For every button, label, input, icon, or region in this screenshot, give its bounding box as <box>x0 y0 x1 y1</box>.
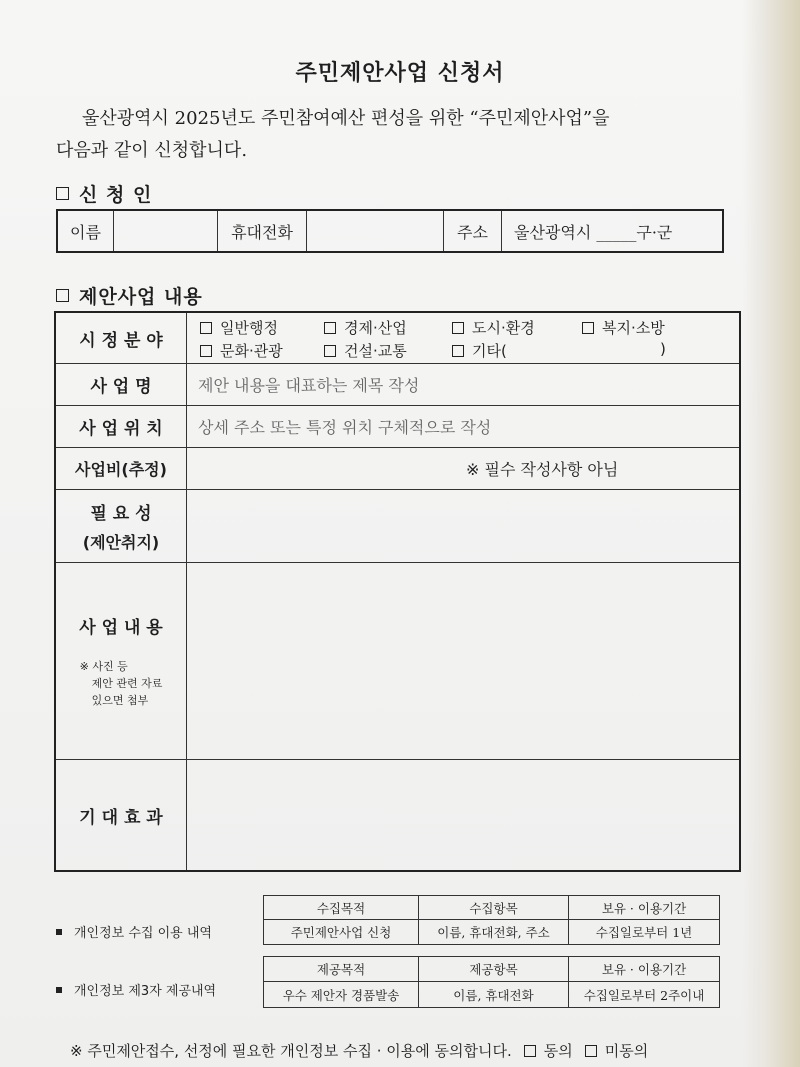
effect-row <box>56 760 739 870</box>
content-row <box>56 563 739 760</box>
checkbox-icon <box>582 322 594 334</box>
need-row <box>56 490 739 563</box>
name-row <box>56 364 739 406</box>
location-row <box>56 406 739 448</box>
checkbox-icon <box>200 345 212 357</box>
square-bullet-icon <box>56 187 69 200</box>
address-field[interactable]: 울산광역시 _____구·군 <box>514 222 673 242</box>
checkbox-icon <box>200 322 212 334</box>
intro-line-1: 울산광역시 2025년도 주민참여예산 편성을 위한 “주민제안사업”을 <box>82 108 610 129</box>
checkbox-icon <box>452 322 464 334</box>
agree-label: 동의 <box>543 1042 573 1060</box>
option-urban-env[interactable]: 도시·환경 <box>452 317 535 338</box>
proposal-heading-text: 제안사업 내용 <box>79 286 203 308</box>
applicant-heading <box>56 180 152 207</box>
proposal-heading <box>56 282 203 309</box>
paper-edge <box>742 0 800 1067</box>
name-field[interactable] <box>114 211 218 251</box>
option-culture[interactable]: 문화·관광 <box>200 340 283 361</box>
field-options <box>200 317 730 361</box>
effect-label: 기 대 효 과 <box>56 760 187 870</box>
square-bullet-icon <box>56 987 62 993</box>
option-welfare[interactable]: 복지·소방 <box>582 317 665 338</box>
project-name-label: 사 업 명 <box>56 364 187 405</box>
disagree-label: 미동의 <box>604 1042 649 1060</box>
agree-checkbox[interactable] <box>524 1045 536 1057</box>
cost-row <box>56 448 739 490</box>
square-bullet-icon <box>56 929 62 935</box>
form-title: 주민제안사업 신청서 <box>295 61 505 86</box>
field-label: 시 정 분 야 <box>56 313 187 363</box>
checkbox-icon <box>324 345 336 357</box>
consent-line <box>70 1040 648 1061</box>
cost-label: 사업비(추정) <box>56 448 187 489</box>
project-name-input[interactable]: 제안 내용을 대표하는 제목 작성 <box>198 376 420 395</box>
option-general-admin[interactable]: 일반행정 <box>200 317 278 338</box>
name-label: 이름 <box>58 211 114 251</box>
third-party-title: 개인정보 제3자 제공내역 <box>56 980 216 999</box>
content-note: ※ 사진 등 제안 관련 자료 있으면 첨부 <box>79 660 163 707</box>
content-label: 사 업 내 용 ※ 사진 등 제안 관련 자료 있으면 첨부 <box>56 563 187 759</box>
consent-text: ※ 주민제안접수, 선정에 필요한 개인정보 수집 · 이용에 동의합니다. <box>70 1042 512 1060</box>
intro-text <box>56 103 736 167</box>
checkbox-icon <box>452 345 464 357</box>
applicant-table <box>56 209 724 253</box>
address-label: 주소 <box>444 211 502 251</box>
checkbox-icon <box>324 322 336 334</box>
phone-field[interactable] <box>307 211 444 251</box>
option-economy[interactable]: 경제·산업 <box>324 317 407 338</box>
option-other[interactable]: 기타( <box>452 340 507 361</box>
need-label: 필 요 성 (제안취지) <box>56 490 187 562</box>
proposal-table <box>54 311 741 872</box>
location-label: 사 업 위 치 <box>56 406 187 447</box>
phone-label: 휴대전화 <box>218 211 307 251</box>
field-row <box>56 313 739 364</box>
option-other-close: ) <box>660 340 666 358</box>
disagree-checkbox[interactable] <box>585 1045 597 1057</box>
collect-table: 수집목적 수집항목 보유 · 이용기간 주민제안사업 신청 이름, 휴대전화, 주소 수집일로부터 1년 <box>263 895 720 945</box>
cost-note: ※ 필수 작성사항 아님 <box>466 460 619 479</box>
option-construction[interactable]: 건설·교통 <box>324 340 407 361</box>
third-party-table: 제공목적 제공항목 보유 · 이용기간 우수 제안자 경품발송 이름, 휴대전화 수집일로부터 2주이내 <box>263 956 720 1008</box>
applicant-heading-text: 신 청 인 <box>79 184 153 206</box>
intro-line-2: 다음과 같이 신청합니다. <box>56 140 248 161</box>
location-input[interactable]: 상세 주소 또는 특정 위치 구체적으로 작성 <box>198 418 492 437</box>
collect-title: 개인정보 수집 이용 내역 <box>56 922 212 941</box>
square-bullet-icon <box>56 289 69 302</box>
